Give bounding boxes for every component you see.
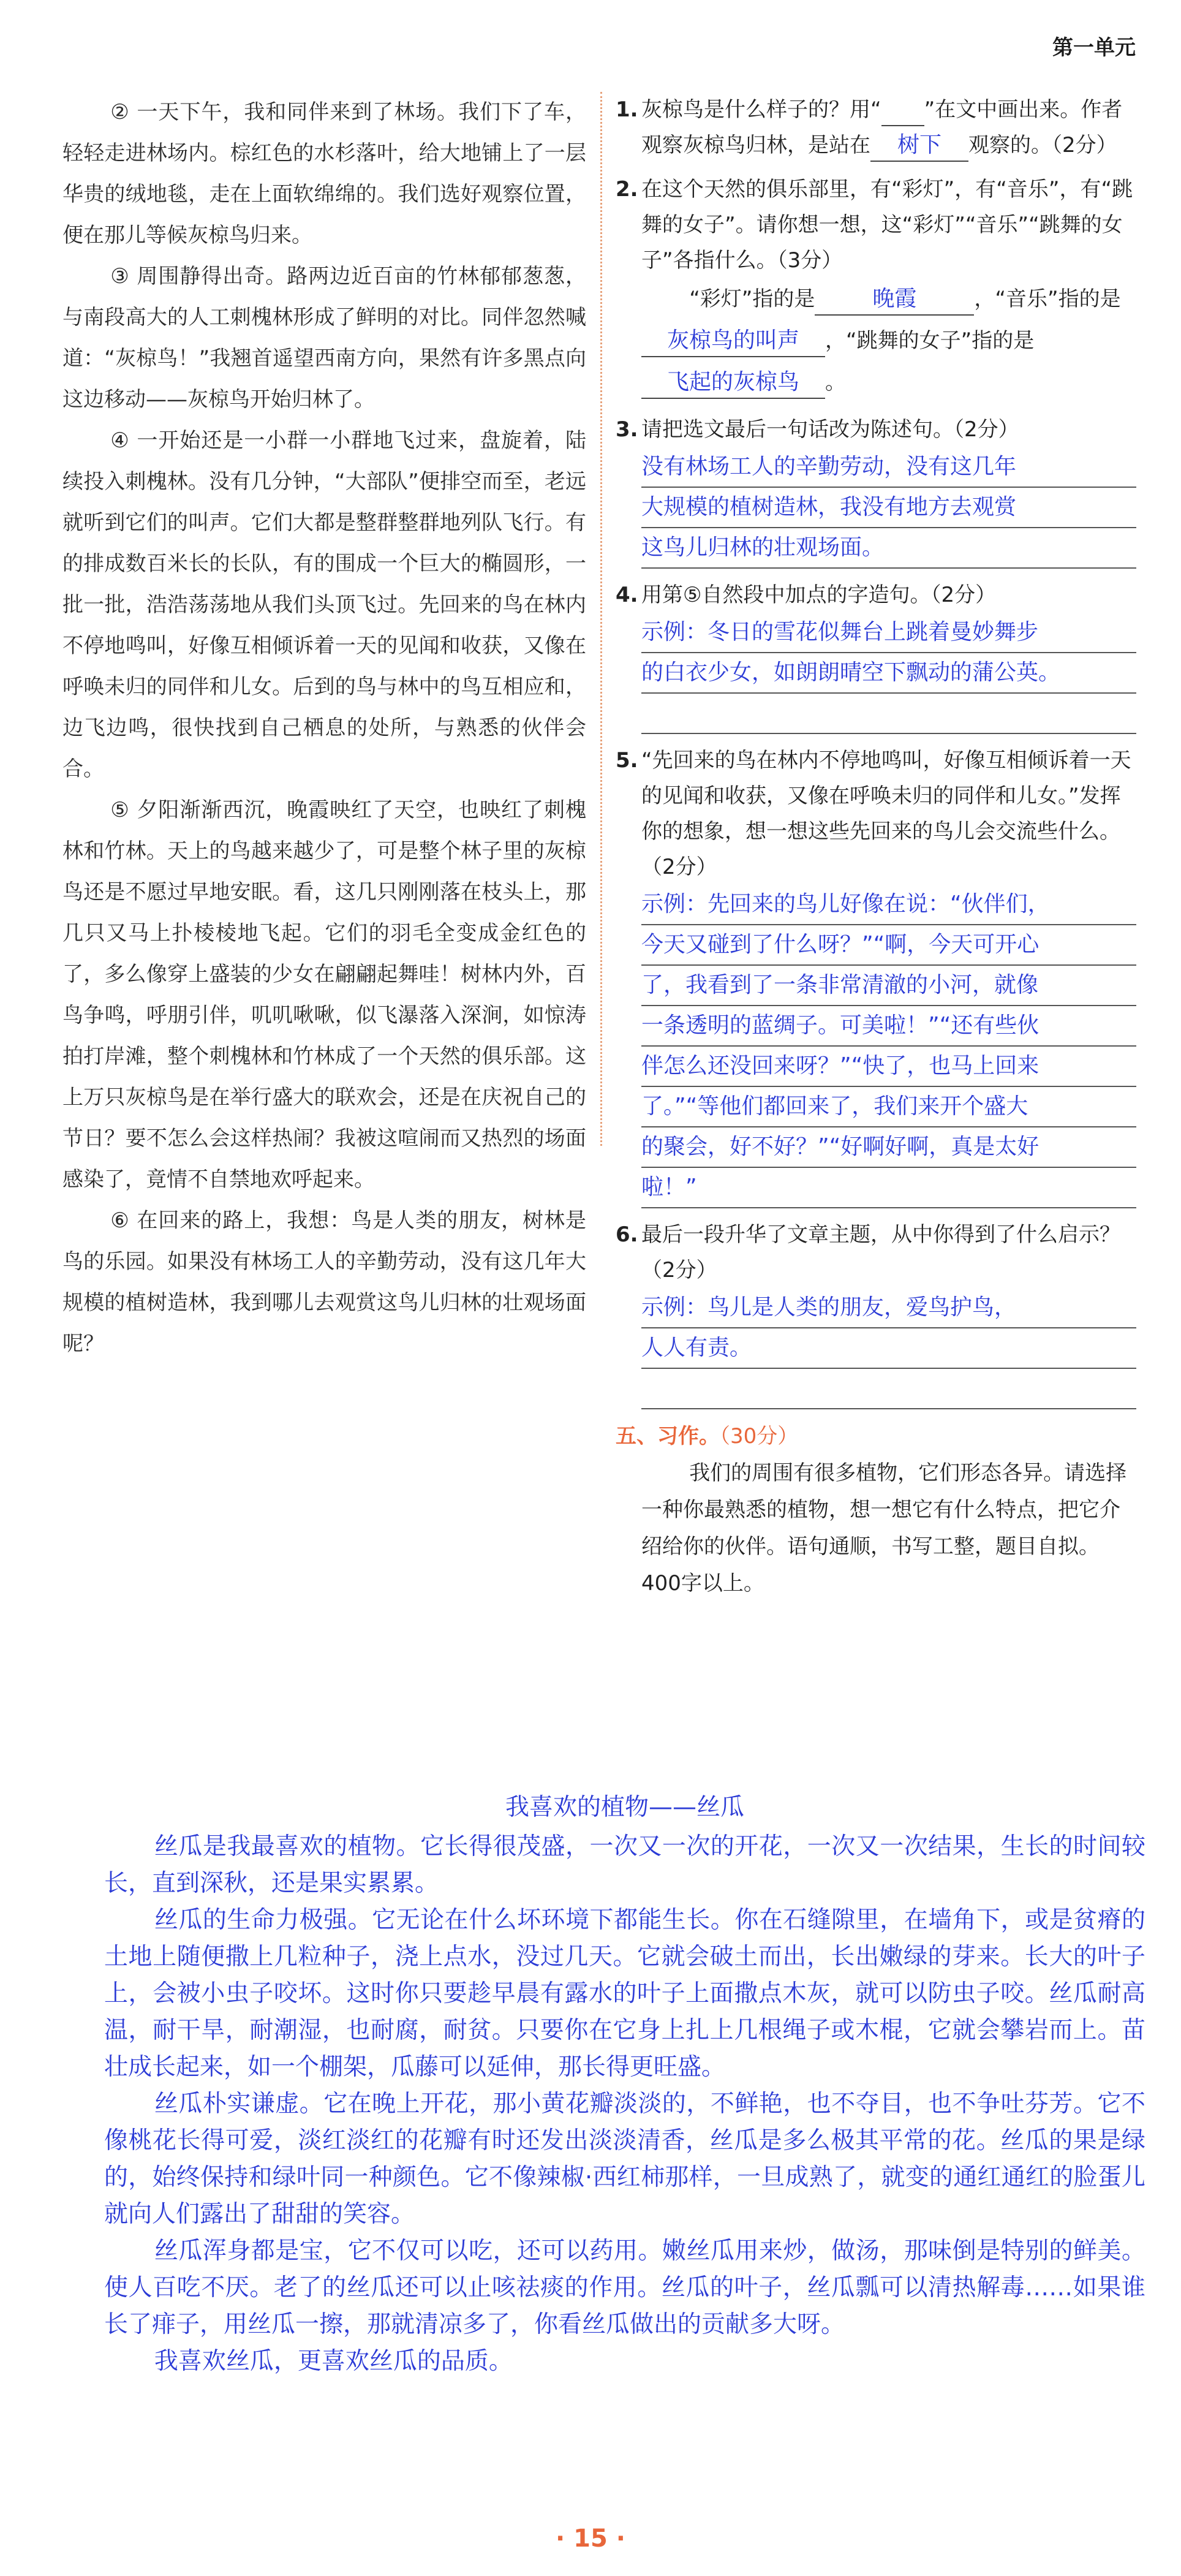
question-1 <box>616 92 1136 163</box>
answer-line[interactable]: 的白衣少女，如朗朗晴空下飘动的蒲公英。 <box>641 653 1136 694</box>
answer-blank[interactable]: 树下 <box>870 130 968 162</box>
question-number: 1. <box>616 97 638 122</box>
answer-line[interactable]: 今天又碰到了什么呀？”“啊，今天可开心 <box>641 925 1136 966</box>
answer-label: ，“音乐”指的是 <box>974 287 1121 311</box>
line-symbol-blank[interactable] <box>881 94 924 126</box>
question-text: 在这个天然的俱乐部里，有“彩灯”，有“音乐”，有“跳舞的女子”。请你想一想，这“彩灯”“音乐”“跳舞的女子”各指什么。（3分） <box>641 177 1133 273</box>
essay-title: 我喜欢的植物——丝瓜 <box>505 1794 744 1821</box>
answer-blank[interactable]: 灰椋鸟的叫声 <box>641 325 825 357</box>
section-points: （30分） <box>720 1424 799 1449</box>
answer-line[interactable]: 这鸟儿归林的壮观场面。 <box>641 528 1136 569</box>
section-5-heading <box>616 1418 1136 1455</box>
answer-line[interactable]: 没有林场工人的辛勤劳动，没有这几年 <box>641 447 1136 488</box>
question-text: 请把选文最后一句话改为陈述句。（2分） <box>641 417 1019 442</box>
writing-prompt: 我们的周围有很多植物，它们形态各异。请选择一种你最熟悉的植物，想一想它有什么特点，把它介绍给你的伙伴。语句通顺，书写工整，题目自拟。400字以上。 <box>641 1461 1127 1596</box>
question-number: 5. <box>616 748 638 773</box>
essay-paragraph: 丝瓜朴实谦虚。它在晚上开花，那小黄花瓣淡淡的，不鲜艳，也不夺目，也不争吐芬芳。它不像桃花长得可爱，淡红淡红的花瓣有时还发出淡淡清香，丝瓜是多么极其平常的花。丝瓜的果是绿的，始终保持和绿叶同一种颜色。它不像辣椒·西红柿那样，一旦成熟了，就变的通红通红的脸蛋儿就向人们露出了甜甜的笑容。 <box>104 2090 1145 2228</box>
punctuation: 。 <box>825 370 846 395</box>
question-6 <box>616 1217 1136 1409</box>
answer-line[interactable]: 的聚会，好不好？”“好啊好啊，真是太好 <box>641 1127 1136 1168</box>
answer-blank[interactable]: 晚霞 <box>815 284 974 316</box>
answer-line[interactable]: 示例：冬日的雪花似舞台上跳着曼妙舞步 <box>641 613 1136 653</box>
question-text: ”在文中画出来。作者观察灰椋鸟归林，是站在 <box>641 97 1123 157</box>
question-5 <box>616 743 1136 1208</box>
question-text: 用第⑤自然段中加点的字造句。（2分） <box>641 583 997 607</box>
passage-column <box>62 92 586 1365</box>
question-3 <box>616 412 1136 569</box>
question-number: 4. <box>616 583 638 607</box>
question-2 <box>616 172 1136 403</box>
answer-label: “彩灯”指的是 <box>689 287 815 311</box>
answer-line-empty[interactable] <box>641 1369 1136 1409</box>
unit-header: 第一单元 <box>1052 36 1136 60</box>
essay-answer <box>104 1789 1145 2380</box>
passage-paragraph-4: ④ 一开始还是一小群一小群地飞过来，盘旋着，陆续投入刺槐林。没有几分钟，“大部队”便排空而至，老远就听到它们的叫声。它们大都是整群整群地列队飞行。有的排成数百米长的长队，有的围成一个巨大的椭圆形，一批一批，浩浩荡荡地从我们头顶飞过。先回来的鸟在林内不停地鸣叫，好像互相倾诉着一天的见闻和收获，又像在呼唤未归的同伴和儿女。后到的鸟与林中的鸟互相应和，边飞边鸣，很快找到自己栖息的处所，与熟悉的伙伴会合。 <box>62 428 586 781</box>
question-number: 6. <box>616 1222 638 1247</box>
essay-paragraph: 丝瓜是我最喜欢的植物。它长得很茂盛，一次又一次的开花，一次又一次结果，生长的时间较长，直到深秋，还是果实累累。 <box>104 1833 1145 1897</box>
answer-label: ，“跳舞的女子”指的是 <box>825 328 1035 353</box>
questions-column <box>616 92 1136 1602</box>
answer-line[interactable]: 人人有责。 <box>641 1328 1136 1369</box>
answer-line[interactable]: 了，我看到了一条非常清澈的小河，就像 <box>641 966 1136 1006</box>
answer-blank[interactable]: 飞起的灰椋鸟 <box>641 367 825 399</box>
passage-paragraph-6: ⑥ 在回来的路上，我想：鸟是人类的朋友，树林是鸟的乐园。如果没有林场工人的辛勤劳动，没有这几年大规模的植树造林，我到哪儿去观赏这鸟儿归林的壮观场面呢？ <box>62 1208 586 1356</box>
question-number: 2. <box>616 177 638 202</box>
question-text: “先回来的鸟在林内不停地鸣叫，好像互相倾诉着一天的见闻和收获，又像在呼唤未归的同伴和儿女。”发挥你的想象，想一想这些先回来的鸟儿会交流些什么。（2分） <box>641 748 1131 879</box>
answer-line[interactable]: 一条透明的蓝绸子。可美啦！”“还有些伙 <box>641 1006 1136 1047</box>
answer-line[interactable]: 了。”“等他们都回来了，我们来开个盛大 <box>641 1087 1136 1127</box>
question-number: 3. <box>616 417 638 442</box>
essay-paragraph: 丝瓜浑身都是宝，它不仅可以吃，还可以药用。嫩丝瓜用来炒，做汤，那味倒是特别的鲜美。使人百吃不厌。老了的丝瓜还可以止咳祛痰的作用。丝瓜的叶子，丝瓜瓢可以清热解毒……如果谁长了痱子，用丝瓜一擦，那就清凉多了，你看丝瓜做出的贡献多大呀。 <box>104 2237 1145 2338</box>
answer-line[interactable]: 大规模的植树造林，我没有地方去观赏 <box>641 488 1136 528</box>
answer-line[interactable]: 啦！” <box>641 1168 1136 1208</box>
question-text: 灰椋鸟是什么样子的？用“ <box>641 97 881 122</box>
essay-paragraph: 我喜欢丝瓜，更喜欢丝瓜的品质。 <box>154 2347 513 2375</box>
answer-line[interactable]: 伴怎么还没回来呀？”“快了，也马上回来 <box>641 1047 1136 1087</box>
answer-line[interactable]: 示例：鸟儿是人类的朋友，爱鸟护鸟， <box>641 1288 1136 1328</box>
passage-paragraph-3: ③ 周围静得出奇。路两边近百亩的竹林郁郁葱葱，与南段高大的人工刺槐林形成了鲜明的对比。同伴忽然喊道：“灰椋鸟！”我翘首遥望西南方向，果然有许多黑点向这边移动——灰椋鸟开始归林了。 <box>62 264 586 412</box>
page-number: · 15 · <box>556 2525 625 2553</box>
question-4 <box>616 577 1136 734</box>
section-title: 五、习作。 <box>616 1424 720 1449</box>
column-divider <box>600 92 602 1146</box>
question-text: 最后一段升华了文章主题，从中你得到了什么启示？（2分） <box>641 1222 1120 1282</box>
question-text: 观察的。（2分） <box>968 133 1117 157</box>
passage-paragraph-5: ⑤ 夕阳渐渐西沉，晚霞映红了天空，也映红了刺槐林和竹林。天上的鸟越来越少了，可是整个林子里的灰椋鸟还是不愿过早地安眠。看，这几只刚刚落在枝头上，那几只又马上扑棱棱地飞起。它们的羽毛全变成金红色的了，多么像穿上盛装的少女在翩翩起舞哇！树林内外，百鸟争鸣，呼朋引伴，叽叽啾啾，似飞瀑落入深涧，如惊涛拍打岸滩，整个刺槐林和竹林成了一个天然的俱乐部。这上万只灰椋鸟是在举行盛大的联欢会，还是在庆祝自己的节日？要不怎么会这样热闹？我被这喧闹而又热烈的场面感染了，竟情不自禁地欢呼起来。 <box>62 798 586 1192</box>
passage-paragraph-2: ② 一天下午，我和同伴来到了林场。我们下了车，轻轻走进林场内。棕红色的水杉落叶，给大地铺上了一层华贵的绒地毯，走在上面软绵绵的。我们选好观察位置，便在那儿等候灰椋鸟归来。 <box>62 100 586 248</box>
answer-line-empty[interactable] <box>641 694 1136 734</box>
essay-paragraph: 丝瓜的生命力极强。它无论在什么坏环境下都能生长。你在石缝隙里，在墙角下，或是贫瘠的土地上随便撒上几粒种子，浇上点水，没过几天。它就会破土而出，长出嫩绿的芽来。长大的叶子上，会被小虫子咬坏。这时你只要趁早晨有露水的叶子上面撒点木灰，就可以防虫子咬。丝瓜耐高温，耐干旱，耐潮湿，也耐腐，耐贫。只要你在它身上扎上几根绳子或木棍，它就会攀岩而上。苗壮成长起来，如一个棚架，瓜藤可以延伸，那长得更旺盛。 <box>104 1906 1145 2081</box>
answer-line[interactable]: 示例：先回来的鸟儿好像在说：“伙伴们， <box>641 885 1136 925</box>
